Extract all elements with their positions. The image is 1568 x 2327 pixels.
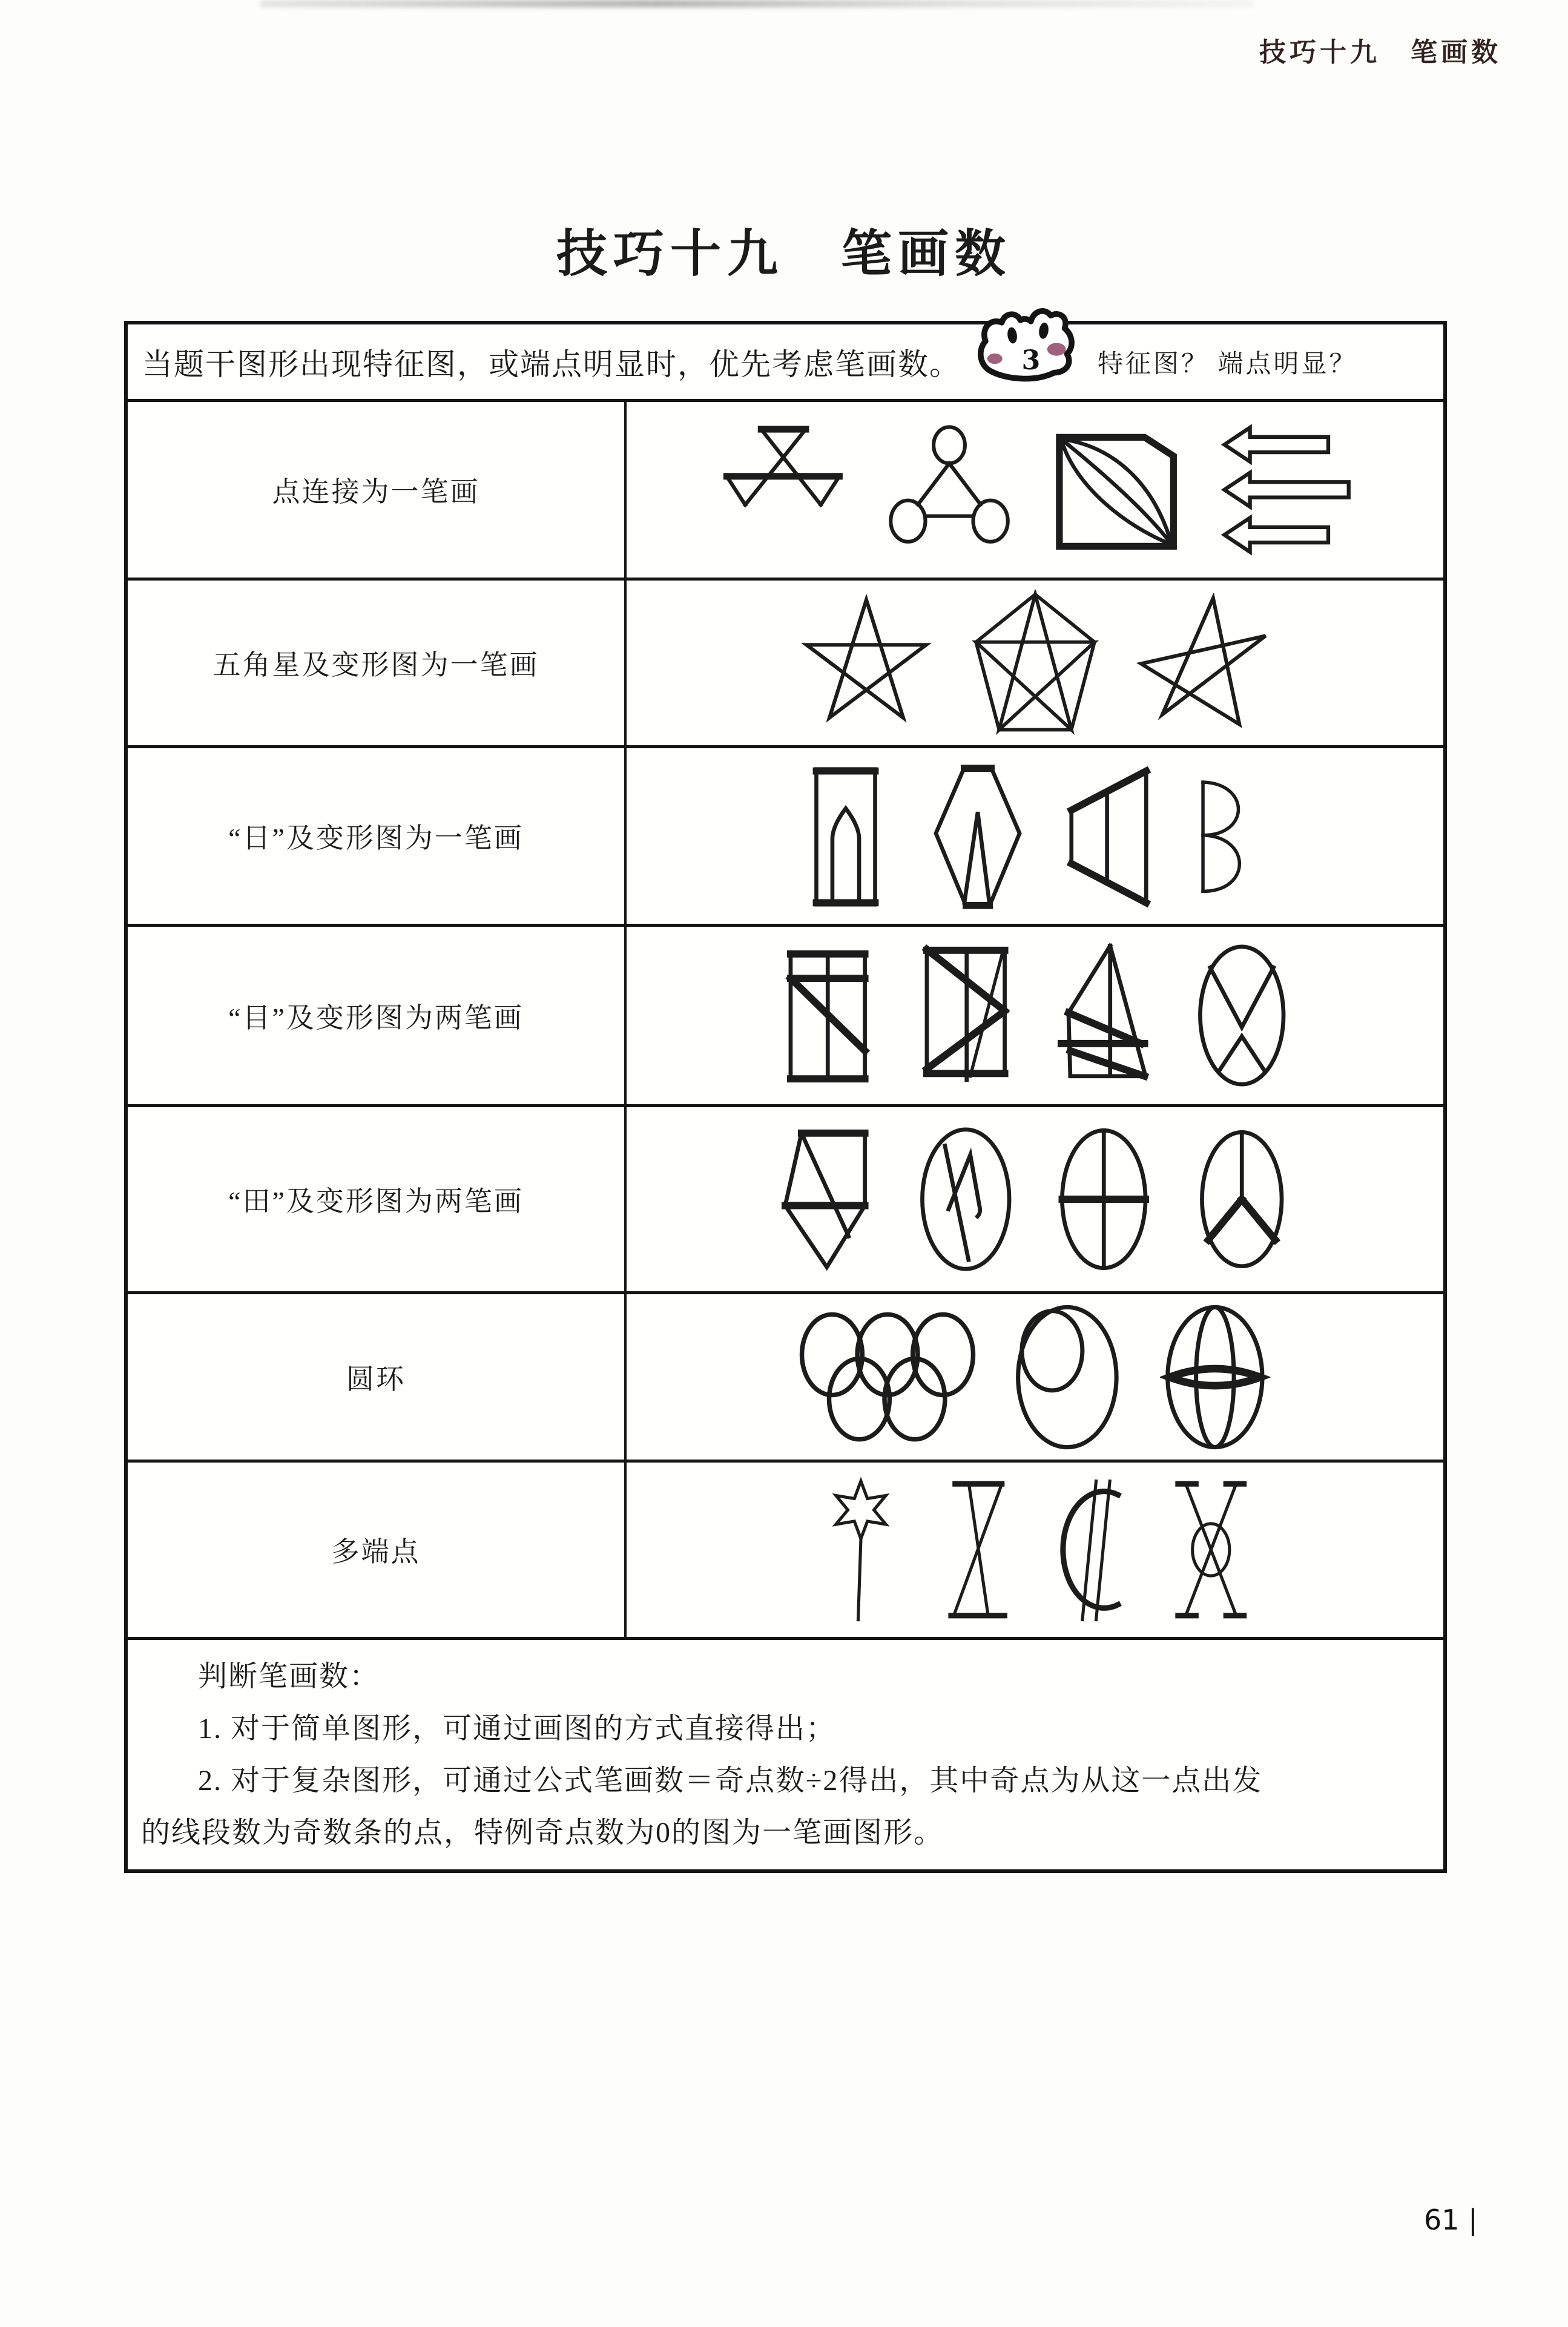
- row-figures-cell: [627, 748, 1443, 924]
- rect-crossing-diagonals-figure: [914, 938, 1018, 1093]
- skewed-pentagram-figure: [1135, 593, 1274, 732]
- table-row: [128, 402, 1443, 581]
- row-label: 圆环: [346, 1363, 406, 1395]
- x-with-circle-figure: [1168, 1474, 1251, 1625]
- three-linked-circles-figure: [883, 424, 1015, 556]
- table-row: [128, 1107, 1443, 1294]
- hexagon-with-peak-figure: [929, 760, 1027, 912]
- circle-cross-figure: [1052, 1121, 1156, 1278]
- row-figures-cell: [627, 581, 1443, 745]
- row-label-cell: [128, 581, 627, 745]
- table-row: [128, 1294, 1443, 1463]
- row-label-cell: [128, 927, 627, 1104]
- page-number: 61 |: [1424, 2204, 1478, 2236]
- nested-left-arrows-figure: [1219, 417, 1356, 562]
- notes-line-1: 1. 对于简单图形，可通过画图的方式直接得出；: [198, 1713, 837, 1745]
- barred-hourglass-figure: [936, 1474, 1018, 1625]
- table-row: [128, 927, 1443, 1107]
- intro-text: 当题干图形出现特征图，或端点明显时，优先考虑笔画数。: [142, 347, 961, 381]
- crossed-triangles-figure: [715, 423, 849, 557]
- notes-line-3: 的线段数为奇数条的点，特例奇点数为0的图为一笔画图形。: [141, 1817, 944, 1849]
- row-label: “日”及变形图为一笔画: [228, 823, 524, 854]
- circle-inverted-y-figure: [1190, 1121, 1294, 1278]
- row-figures-cell: [627, 1107, 1443, 1291]
- arc-with-two-lines-figure: [1052, 1474, 1135, 1625]
- double-arc-b-figure: [1193, 760, 1274, 912]
- row-label: “田”及变形图为两笔画: [228, 1186, 524, 1217]
- eccentric-circles-figure: [1012, 1302, 1126, 1453]
- kite-with-bars-figure: [776, 1121, 880, 1278]
- row-label-cell: [128, 402, 627, 578]
- circle-zigzag-figure: [914, 1121, 1018, 1278]
- square-with-arcs-figure: [1049, 422, 1185, 558]
- notes-heading: 判断笔画数：: [198, 1660, 380, 1693]
- intro-annotation: 特征图？ 端点明显？: [1098, 350, 1357, 378]
- row-figures-cell: [627, 927, 1443, 1104]
- table-row-notes: [128, 1640, 1443, 1869]
- star-in-pentagon-figure: [970, 590, 1101, 736]
- hexagram-wand-figure: [820, 1474, 902, 1625]
- table-row: [128, 748, 1443, 927]
- page-title: 技巧十九 笔画数: [556, 226, 1012, 283]
- table-row: [128, 581, 1443, 748]
- rect-with-nib-figure: [797, 760, 895, 912]
- pentagram-figure: [797, 593, 936, 732]
- trapezoid-with-bar-figure: [1061, 760, 1159, 912]
- olympic-rings-figure: [797, 1306, 978, 1447]
- scan-artifact-band: [260, 0, 1253, 7]
- row-label-cell: [128, 1107, 627, 1291]
- row-label: 五角星及变形图为一笔画: [212, 650, 539, 680]
- row-figures-cell: [627, 1463, 1443, 1637]
- rect-grid-diagonal-figure: [776, 938, 880, 1093]
- row-label: 点连接为一笔画: [272, 476, 480, 507]
- table-row-intro: [128, 324, 1443, 402]
- triangle-quad-compound-figure: [1052, 938, 1156, 1093]
- row-label: 多端点: [331, 1536, 421, 1567]
- row-figures-cell: [627, 402, 1443, 578]
- running-header: 技巧十九 笔画数: [1259, 38, 1501, 67]
- row-label-cell: [128, 1294, 627, 1460]
- row-figures-cell: [627, 1294, 1443, 1460]
- ellipse-double-chevron-figure: [1190, 938, 1294, 1093]
- row-label-cell: [128, 748, 627, 924]
- stroke-count-table: [124, 321, 1447, 1873]
- notes-line-2: 2. 对于复杂图形，可通过公式笔画数＝奇点数÷2得出，其中奇点为从这一点出发: [198, 1765, 1263, 1797]
- row-label-cell: [128, 1463, 627, 1637]
- frog-face-icon: [969, 304, 1088, 397]
- globe-figure: [1160, 1302, 1274, 1453]
- frog-mouth-label: 3: [1021, 344, 1042, 376]
- row-label: “目”及变形图为两笔画: [228, 1002, 524, 1033]
- table-row: [128, 1463, 1443, 1640]
